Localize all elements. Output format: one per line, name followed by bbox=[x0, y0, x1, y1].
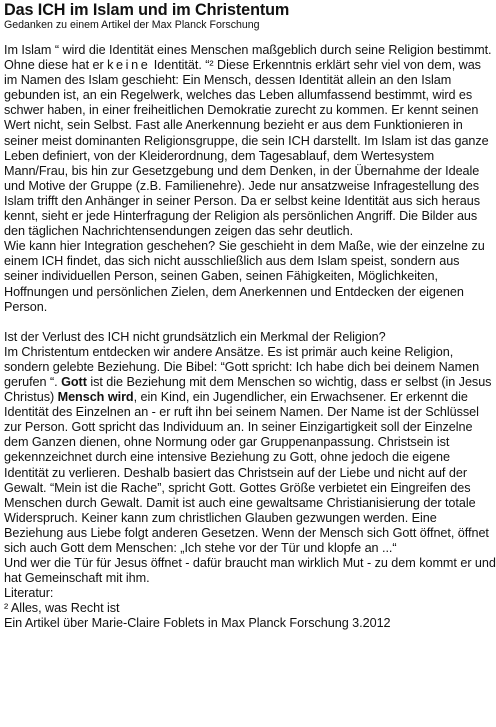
text-segment: Im Christentum entdecken wir andere Ansätze. Es ist primär auch keine Religion, sondern gelebte Beziehung. Die Bibel: “Gott spricht: Ich habe dich bei deinem Namen gerufen “. bbox=[4, 344, 480, 389]
paragraph-christentum bbox=[4, 345, 496, 556]
paragraph-islam bbox=[4, 43, 496, 239]
article-body bbox=[4, 43, 496, 632]
footnote: ² Alles, was Recht ist bbox=[4, 601, 120, 616]
text-segment: Im Islam “ wird die Identität eines Menschen maßgeblich durch seine Religion bestimmt. Ohne diese hat er bbox=[4, 43, 492, 73]
literatur-label: Literatur: bbox=[4, 586, 54, 601]
paragraph-integration: Wie kann hier Integration geschehen? Sie geschieht in dem Maße, wie der einzelne zu einem ICH findet, das sich nicht ausschließlich aus dem Islam speist, sondern aus seiner individuellen Person, seinen Gaben, seinen Fähigkeiten, Möglichkeiten, Hoffnungen und persönlichen Zielen, dem Anerkennen und Entdecken der eigenen Person. bbox=[4, 239, 485, 314]
page-title: Das ICH im Islam und im Christentum bbox=[4, 1, 290, 19]
bold-emphasis: Gott bbox=[61, 374, 87, 389]
paragraph-gap bbox=[4, 315, 496, 330]
paragraph-question: Ist der Verlust des ICH nicht grundsätzlich ein Merkmal der Religion? bbox=[4, 329, 386, 344]
source-line: Ein Artikel über Marie-Claire Foblets in Max Planck Forschung 3.2012 bbox=[4, 616, 391, 631]
paragraph-tuer: Und wer die Tür für Jesus öffnet - dafür braucht man wirklich Mut - zu dem kommt er und hat Gemeinschaft mit ihm. bbox=[4, 556, 496, 586]
text-segment: ist die Beziehung mit dem Menschen so wichtig, dass er selbst (in Jesus Christus) bbox=[4, 374, 492, 405]
bold-emphasis: Mensch wird bbox=[57, 390, 134, 405]
page-subtitle: Gedanken zu einem Artikel der Max Planck Forschung bbox=[4, 19, 260, 31]
text-segment: Identität. “² Diese Erkenntnis erklärt sehr viel von dem, was im Namen des Islam geschieht: Ein Mensch, dessen Identität allein an den Islam gebunden ist, an ein Regelwerk, welches das Leben allumfassend bestimmt, wird es schwer haben, in einer freiheitlichen Demokratie zurecht zu kommen. Er kennt seinen Wert nicht, sein Selbst. Fast alle Anerkennung bezieht er aus dem Funktionieren in seiner meist dominanten Religionsgruppe, die sein ICH darstellt. Im Islam ist das ganze Leben definiert, von der Kleiderordnung, dem Tagesablauf, dem Wertesystem Mann/Frau, bis hin zur Gesetzgebung und dem Denken, in der Übernahme der Ideale und Motive der Gruppe (z.B. Familienehre). Jede nur ansatzweise Infragestellung des Islam trifft den Anhänger in seiner Person. Da er selbst keine Identität aus sich heraus kennt, sieht er jede Hinterfragung der Religion als persönlichen Angriff. Die Bilder aus den täglichen Nachrichtensendungen zeigen das sehr deutlich. bbox=[4, 58, 489, 239]
spaced-emphasis: keine bbox=[107, 58, 151, 73]
text-segment: , ein Kind, ein Jugendlicher, ein Erwachsener. Er erkennt die Identität des Einzelnen an - er ruft ihn bei seinem Namen. Der Name ist der Schlüssel zur Person. Gott spricht das Individuum an. In seiner Einzigartigkeit soll der Einzelne dem Ganzen dienen, ohne Normung oder gar Gruppenanpassung. Christsein ist gekennzeichnet durch eine intensive Beziehung zu Gott, ohne jedoch die eigene Identität zu verlieren. Deshalb basiert das Christsein auf der Liebe und nicht auf der Gewalt. “Mein ist die Rache”, spricht Gott. Gottes Größe verbietet ein Eingreifen des Menschen durch Gewalt. Damit ist auch eine gewaltsame Christianisierung der totale Widerspruch. Keiner kann zum christlichen Glauben gezwungen werden. Eine Beziehung aus Liebe folgt anderen Gesetzen. Wenn der Mensch sich Gott öffnet, öffnet sich auch Gott dem Menschen: „Ich stehe vor der Tür und klopfe an ...“ bbox=[4, 390, 489, 555]
